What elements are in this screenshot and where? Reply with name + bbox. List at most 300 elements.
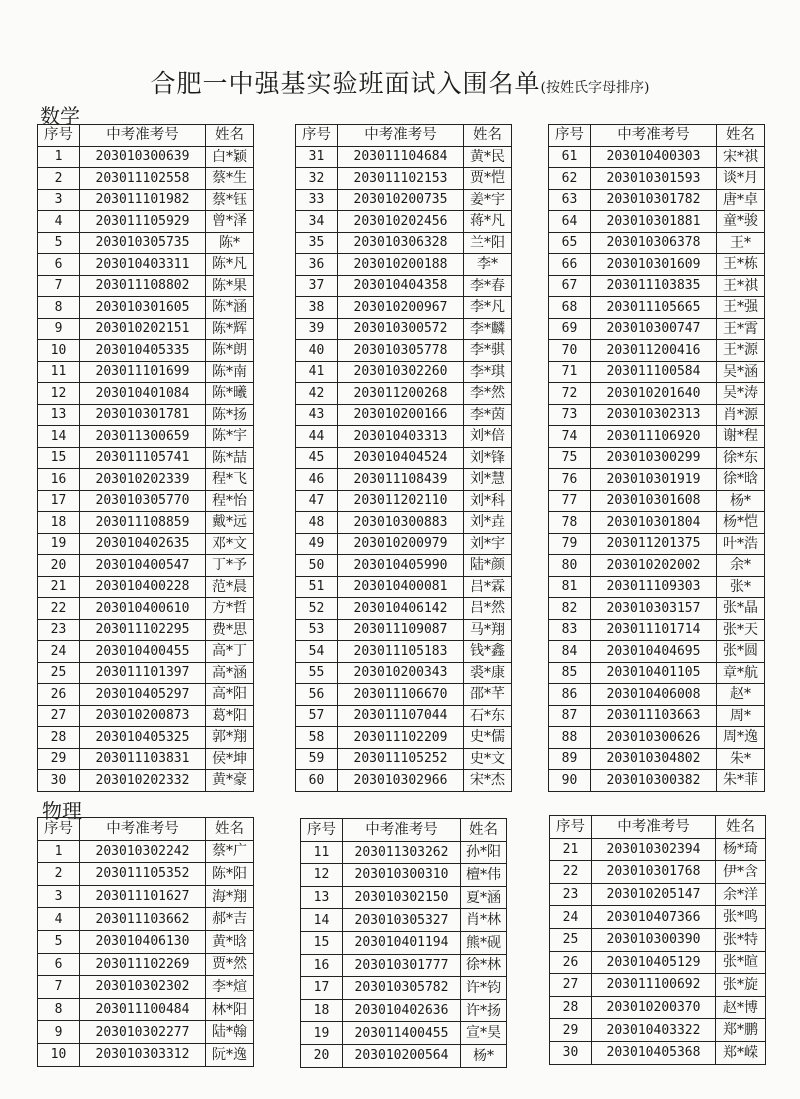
seq-cell: 48 — [296, 512, 338, 534]
exam-id-cell: 203011105929 — [80, 211, 206, 233]
table-row — [296, 727, 512, 749]
exam-id-cell: 203011101627 — [80, 885, 206, 908]
table-row — [38, 361, 254, 383]
header-name: 姓名 — [464, 125, 512, 147]
table-row — [38, 770, 254, 792]
table-row — [301, 931, 507, 954]
name-cell: 黄*豪 — [206, 770, 254, 792]
exam-id-cell: 203011102269 — [80, 953, 206, 976]
seq-cell: 71 — [549, 361, 591, 383]
seq-cell: 78 — [549, 512, 591, 534]
seq-cell: 1 — [38, 840, 80, 863]
seq-cell: 88 — [549, 727, 591, 749]
table-row — [38, 533, 254, 555]
name-cell: 陈* — [206, 232, 254, 254]
header-name: 姓名 — [206, 125, 254, 147]
seq-cell: 47 — [296, 490, 338, 512]
table-row — [296, 555, 512, 577]
table-row — [549, 641, 765, 663]
header-name: 姓名 — [716, 816, 766, 839]
table-row — [550, 974, 766, 997]
name-cell: 费*思 — [206, 619, 254, 641]
name-cell: 蔡*广 — [206, 840, 254, 863]
exam-id-cell: 203010302302 — [80, 976, 206, 999]
table-row — [296, 641, 512, 663]
exam-id-cell: 203011109087 — [338, 619, 464, 641]
name-cell: 陈*凡 — [206, 254, 254, 276]
seq-cell: 18 — [301, 999, 343, 1022]
header-seq: 序号 — [550, 816, 592, 839]
exam-id-cell: 203010301605 — [80, 297, 206, 319]
seq-cell: 50 — [296, 555, 338, 577]
exam-id-cell: 203011105741 — [80, 447, 206, 469]
header-exam-id: 中考准考号 — [338, 125, 464, 147]
name-cell: 范*晨 — [206, 576, 254, 598]
seq-cell: 84 — [549, 641, 591, 663]
table-row — [301, 1044, 507, 1067]
exam-id-cell: 203010202339 — [80, 469, 206, 491]
name-cell: 海*翔 — [206, 885, 254, 908]
seq-cell: 2 — [38, 168, 80, 190]
table-row — [296, 318, 512, 340]
table-row — [549, 383, 765, 405]
seq-cell: 59 — [296, 748, 338, 770]
exam-id-cell: 203010301609 — [591, 254, 717, 276]
seq-cell: 60 — [296, 770, 338, 792]
seq-cell: 44 — [296, 426, 338, 448]
table-row — [38, 426, 254, 448]
exam-id-cell: 203010300639 — [80, 146, 206, 168]
exam-id-cell: 203010400081 — [338, 576, 464, 598]
table-row — [550, 906, 766, 929]
exam-id-cell: 203011100484 — [80, 998, 206, 1021]
table-row — [549, 447, 765, 469]
table-row — [296, 576, 512, 598]
seq-cell: 14 — [301, 909, 343, 932]
seq-cell: 12 — [301, 864, 343, 887]
table-row — [549, 361, 765, 383]
name-cell: 王* — [717, 232, 765, 254]
exam-id-cell: 203010404358 — [338, 275, 464, 297]
name-cell: 杨*恺 — [717, 512, 765, 534]
name-cell: 李*茵 — [464, 404, 512, 426]
seq-cell: 58 — [296, 727, 338, 749]
table-row — [549, 576, 765, 598]
table-row — [549, 490, 765, 512]
exam-id-cell: 203010405990 — [338, 555, 464, 577]
table-header-row — [38, 125, 254, 147]
name-cell: 刘*垚 — [464, 512, 512, 534]
seq-cell: 10 — [38, 1043, 80, 1066]
header-name: 姓名 — [461, 819, 507, 842]
table-row — [550, 996, 766, 1019]
name-cell: 程*飞 — [206, 469, 254, 491]
table-row — [296, 770, 512, 792]
table-row — [549, 404, 765, 426]
name-cell: 贾*然 — [206, 953, 254, 976]
name-cell: 吴*涵 — [717, 361, 765, 383]
exam-id-cell: 203010304802 — [591, 748, 717, 770]
seq-cell: 15 — [38, 447, 80, 469]
table-row — [549, 146, 765, 168]
table-row — [549, 662, 765, 684]
name-cell: 郭*翔 — [206, 727, 254, 749]
table-row — [296, 168, 512, 190]
name-cell: 陈*朗 — [206, 340, 254, 362]
exam-id-cell: 203010403322 — [592, 1019, 716, 1042]
name-cell: 童*骏 — [717, 211, 765, 233]
name-cell: 王*栋 — [717, 254, 765, 276]
seq-cell: 69 — [549, 318, 591, 340]
header-exam-id: 中考准考号 — [343, 819, 461, 842]
name-cell: 余*洋 — [716, 883, 766, 906]
seq-cell: 74 — [549, 426, 591, 448]
math-table-2 — [295, 124, 512, 792]
table-row — [296, 254, 512, 276]
table-row — [296, 533, 512, 555]
exam-id-cell: 203010300299 — [591, 447, 717, 469]
table-row — [296, 404, 512, 426]
header-exam-id: 中考准考号 — [80, 125, 206, 147]
name-cell: 肖*源 — [717, 404, 765, 426]
exam-id-cell: 203010301804 — [591, 512, 717, 534]
table-row — [38, 976, 254, 999]
exam-id-cell: 203011101397 — [80, 662, 206, 684]
name-cell: 丁*予 — [206, 555, 254, 577]
table-row — [296, 447, 512, 469]
physics-table-3 — [549, 815, 766, 1065]
exam-id-cell: 203010302313 — [591, 404, 717, 426]
name-cell: 王*源 — [717, 340, 765, 362]
exam-id-cell: 203010301881 — [591, 211, 717, 233]
seq-cell: 6 — [38, 254, 80, 276]
name-cell: 陈*阳 — [206, 863, 254, 886]
seq-cell: 17 — [38, 490, 80, 512]
exam-id-cell: 203011200268 — [338, 383, 464, 405]
seq-cell: 89 — [549, 748, 591, 770]
exam-id-cell: 203010200370 — [592, 996, 716, 1019]
name-cell: 裘*康 — [464, 662, 512, 684]
table-row — [296, 512, 512, 534]
table-row — [38, 211, 254, 233]
name-cell: 杨* — [461, 1044, 507, 1067]
physics-table-2 — [300, 818, 507, 1068]
name-cell: 侯*坤 — [206, 748, 254, 770]
table-row — [38, 146, 254, 168]
seq-cell: 4 — [38, 908, 80, 931]
table-row — [38, 840, 254, 863]
exam-id-cell: 203010301593 — [591, 168, 717, 190]
name-cell: 檀*伟 — [461, 864, 507, 887]
seq-cell: 6 — [38, 953, 80, 976]
exam-id-cell: 203010202332 — [80, 770, 206, 792]
name-cell: 朱*菲 — [717, 770, 765, 792]
name-cell: 吕*霖 — [464, 576, 512, 598]
exam-id-cell: 203010201640 — [591, 383, 717, 405]
name-cell: 徐*林 — [461, 954, 507, 977]
header-exam-id: 中考准考号 — [592, 816, 716, 839]
name-cell: 张*特 — [716, 928, 766, 951]
exam-id-cell: 203010200564 — [343, 1044, 461, 1067]
name-cell: 夏*涵 — [461, 886, 507, 909]
seq-cell: 20 — [38, 555, 80, 577]
header-seq: 序号 — [301, 819, 343, 842]
seq-cell: 52 — [296, 598, 338, 620]
exam-id-cell: 203011300659 — [80, 426, 206, 448]
seq-cell: 62 — [549, 168, 591, 190]
table-row — [296, 361, 512, 383]
table-row — [38, 953, 254, 976]
exam-id-cell: 203010300626 — [591, 727, 717, 749]
name-cell: 高*丁 — [206, 641, 254, 663]
seq-cell: 22 — [550, 861, 592, 884]
name-cell: 张*圆 — [717, 641, 765, 663]
seq-cell: 24 — [38, 641, 80, 663]
exam-id-cell: 203010302966 — [338, 770, 464, 792]
exam-id-cell: 203011102209 — [338, 727, 464, 749]
table-row — [550, 951, 766, 974]
exam-id-cell: 203011103831 — [80, 748, 206, 770]
exam-id-cell: 203010400455 — [80, 641, 206, 663]
seq-cell: 72 — [549, 383, 591, 405]
exam-id-cell: 203010403311 — [80, 254, 206, 276]
title-subtitle: (按姓氏字母排序) — [540, 80, 650, 96]
exam-id-cell: 203010405335 — [80, 340, 206, 362]
exam-id-cell: 203010305735 — [80, 232, 206, 254]
name-cell: 张*天 — [717, 619, 765, 641]
table-row — [550, 861, 766, 884]
name-cell: 李*凡 — [464, 297, 512, 319]
seq-cell: 3 — [38, 885, 80, 908]
name-cell: 陈*辉 — [206, 318, 254, 340]
name-cell: 李*煊 — [206, 976, 254, 999]
header-seq: 序号 — [38, 125, 80, 147]
name-cell: 刘*倍 — [464, 426, 512, 448]
exam-id-cell: 203010302277 — [80, 1021, 206, 1044]
table-row — [550, 838, 766, 861]
exam-id-cell: 203011106920 — [591, 426, 717, 448]
name-cell: 谢*程 — [717, 426, 765, 448]
seq-cell: 64 — [549, 211, 591, 233]
seq-cell: 27 — [38, 705, 80, 727]
table-row — [38, 619, 254, 641]
name-cell: 蒋*凡 — [464, 211, 512, 233]
name-cell: 兰*阳 — [464, 232, 512, 254]
seq-cell: 80 — [549, 555, 591, 577]
table-row — [38, 254, 254, 276]
table-row — [296, 469, 512, 491]
name-cell: 李*麟 — [464, 318, 512, 340]
table-row — [38, 340, 254, 362]
exam-id-cell: 203011101714 — [591, 619, 717, 641]
seq-cell: 49 — [296, 533, 338, 555]
exam-id-cell: 203010300883 — [338, 512, 464, 534]
name-cell: 阮*逸 — [206, 1043, 254, 1066]
exam-id-cell: 203010302242 — [80, 840, 206, 863]
exam-id-cell: 203011103835 — [591, 275, 717, 297]
exam-id-cell: 203011102153 — [338, 168, 464, 190]
exam-id-cell: 203011103662 — [80, 908, 206, 931]
name-cell: 周* — [717, 705, 765, 727]
exam-id-cell: 203010305327 — [343, 909, 461, 932]
exam-id-cell: 203010400303 — [591, 146, 717, 168]
exam-id-cell: 203010301782 — [591, 189, 717, 211]
exam-id-cell: 203010303157 — [591, 598, 717, 620]
name-cell: 肖*林 — [461, 909, 507, 932]
table-row — [38, 641, 254, 663]
exam-id-cell: 203010305782 — [343, 977, 461, 1000]
name-cell: 李*春 — [464, 275, 512, 297]
exam-id-cell: 203011200416 — [591, 340, 717, 362]
seq-cell: 9 — [38, 318, 80, 340]
header-seq: 序号 — [549, 125, 591, 147]
table-row — [296, 340, 512, 362]
table-row — [549, 748, 765, 770]
seq-cell: 61 — [549, 146, 591, 168]
table-row — [549, 469, 765, 491]
exam-id-cell: 203010200166 — [338, 404, 464, 426]
seq-cell: 11 — [38, 361, 80, 383]
name-cell: 章*航 — [717, 662, 765, 684]
table-header-row — [301, 819, 507, 842]
table-row — [296, 705, 512, 727]
name-cell: 陈*宇 — [206, 426, 254, 448]
name-cell: 贾*恺 — [464, 168, 512, 190]
table-row — [301, 886, 507, 909]
table-row — [38, 727, 254, 749]
name-cell: 林*阳 — [206, 998, 254, 1021]
exam-id-cell: 203010405325 — [80, 727, 206, 749]
exam-id-cell: 203011102558 — [80, 168, 206, 190]
math-table-3 — [548, 124, 765, 792]
name-cell: 许*扬 — [461, 999, 507, 1022]
name-cell: 赵*博 — [716, 996, 766, 1019]
seq-cell: 42 — [296, 383, 338, 405]
exam-id-cell: 203011105665 — [591, 297, 717, 319]
name-cell: 郑*嵘 — [716, 1041, 766, 1064]
exam-id-cell: 203011105252 — [338, 748, 464, 770]
name-cell: 史*儒 — [464, 727, 512, 749]
exam-id-cell: 203011109303 — [591, 576, 717, 598]
exam-id-cell: 203010200967 — [338, 297, 464, 319]
seq-cell: 1 — [38, 146, 80, 168]
seq-cell: 14 — [38, 426, 80, 448]
table-row — [38, 576, 254, 598]
exam-id-cell: 203011100584 — [591, 361, 717, 383]
name-cell: 郑*鹏 — [716, 1019, 766, 1042]
seq-cell: 8 — [38, 297, 80, 319]
seq-cell: 36 — [296, 254, 338, 276]
section-label-math: 数学 — [40, 104, 80, 128]
exam-id-cell: 203010301768 — [592, 861, 716, 884]
seq-cell: 5 — [38, 930, 80, 953]
name-cell: 杨*琦 — [716, 838, 766, 861]
seq-cell: 83 — [549, 619, 591, 641]
seq-cell: 15 — [301, 931, 343, 954]
seq-cell: 33 — [296, 189, 338, 211]
seq-cell: 17 — [301, 977, 343, 1000]
exam-id-cell: 203010301919 — [591, 469, 717, 491]
table-row — [549, 770, 765, 792]
seq-cell: 16 — [301, 954, 343, 977]
seq-cell: 79 — [549, 533, 591, 555]
exam-id-cell: 203011106670 — [338, 684, 464, 706]
exam-id-cell: 203010200735 — [338, 189, 464, 211]
name-cell: 史*文 — [464, 748, 512, 770]
table-row — [549, 555, 765, 577]
seq-cell: 30 — [550, 1041, 592, 1064]
seq-cell: 7 — [38, 275, 80, 297]
seq-cell: 24 — [550, 906, 592, 929]
name-cell: 张*旋 — [716, 974, 766, 997]
seq-cell: 73 — [549, 404, 591, 426]
exam-id-cell: 203010301777 — [343, 954, 461, 977]
table-row — [549, 426, 765, 448]
table-row — [296, 232, 512, 254]
table-row — [38, 383, 254, 405]
exam-id-cell: 203010404695 — [591, 641, 717, 663]
table-row — [38, 885, 254, 908]
table-row — [549, 275, 765, 297]
exam-id-cell: 203011105183 — [338, 641, 464, 663]
seq-cell: 35 — [296, 232, 338, 254]
name-cell: 徐*晗 — [717, 469, 765, 491]
seq-cell: 19 — [38, 533, 80, 555]
table-row — [549, 232, 765, 254]
exam-id-cell: 203010302150 — [343, 886, 461, 909]
seq-cell: 63 — [549, 189, 591, 211]
name-cell: 石*东 — [464, 705, 512, 727]
exam-id-cell: 203010300310 — [343, 864, 461, 887]
table-row — [296, 275, 512, 297]
exam-id-cell: 203010300572 — [338, 318, 464, 340]
exam-id-cell: 203010200873 — [80, 705, 206, 727]
name-cell: 马*翔 — [464, 619, 512, 641]
exam-id-cell: 203010200188 — [338, 254, 464, 276]
name-cell: 许*钧 — [461, 977, 507, 1000]
seq-cell: 5 — [38, 232, 80, 254]
name-cell: 戴*远 — [206, 512, 254, 534]
seq-cell: 57 — [296, 705, 338, 727]
table-row — [38, 404, 254, 426]
seq-cell: 25 — [38, 662, 80, 684]
table-row — [296, 619, 512, 641]
name-cell: 刘*宇 — [464, 533, 512, 555]
name-cell: 黄*民 — [464, 146, 512, 168]
table-row — [296, 684, 512, 706]
exam-id-cell: 203011105352 — [80, 863, 206, 886]
exam-id-cell: 203010200979 — [338, 533, 464, 555]
seq-cell: 53 — [296, 619, 338, 641]
seq-cell: 26 — [550, 951, 592, 974]
seq-cell: 39 — [296, 318, 338, 340]
seq-cell: 22 — [38, 598, 80, 620]
table-row — [301, 954, 507, 977]
table-row — [549, 318, 765, 340]
table-row — [38, 863, 254, 886]
seq-cell: 23 — [38, 619, 80, 641]
table-row — [296, 189, 512, 211]
exam-id-cell: 203010406008 — [591, 684, 717, 706]
name-cell: 李*琪 — [464, 361, 512, 383]
name-cell: 陈*喆 — [206, 447, 254, 469]
name-cell: 蔡*生 — [206, 168, 254, 190]
exam-id-cell: 203011108439 — [338, 469, 464, 491]
name-cell: 王*祺 — [717, 275, 765, 297]
exam-id-cell: 203011303262 — [343, 841, 461, 864]
seq-cell: 19 — [301, 1022, 343, 1045]
table-row — [38, 1043, 254, 1066]
